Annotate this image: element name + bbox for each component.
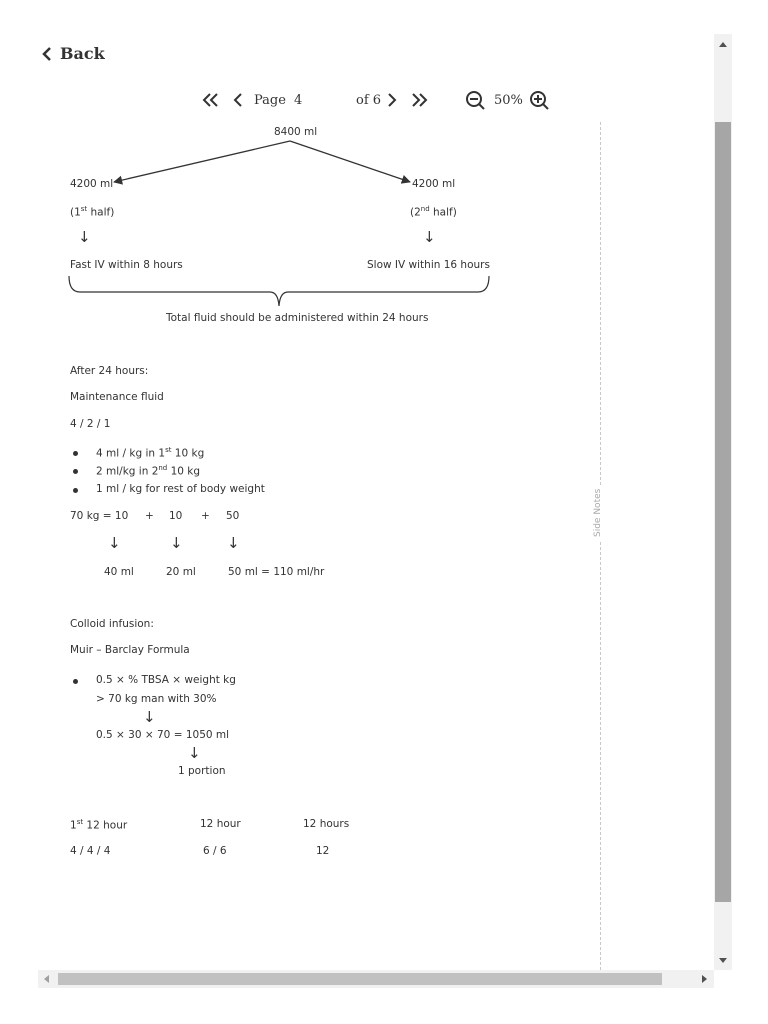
right-amount: 4200 ml (412, 178, 456, 190)
page-label: Page (254, 93, 286, 108)
schedule-col2: 12 hour (200, 818, 241, 830)
formula-bullet: 0.5 × % TBSA × weight kg (96, 674, 236, 686)
triangle-up-icon (719, 42, 727, 47)
bullet-item: 1 ml / kg for rest of body weight (96, 483, 265, 495)
down-arrow-icon: ↓ (143, 708, 156, 726)
equation-term: 50 (226, 510, 240, 522)
left-rate: Fast IV within 8 hours (70, 259, 183, 271)
schedule-row1: 4 / 4 / 4 (70, 845, 111, 857)
equation-plus: + (201, 510, 210, 522)
bullet-item: 2 ml/kg in 2nd 10 kg (96, 464, 201, 478)
brace-caption: Total fluid should be administered within 24 hours (166, 312, 429, 324)
right-half: (2nd half) (410, 205, 457, 219)
triangle-left-icon (44, 975, 49, 983)
vertical-scrollbar-thumb[interactable] (715, 122, 731, 902)
page-count: of 6 (356, 93, 382, 108)
back-label: Back (60, 44, 105, 63)
equation-lhs: 70 kg = 10 (70, 510, 129, 522)
maintenance-heading: After 24 hours: (70, 365, 149, 377)
triangle-right-icon (702, 975, 707, 983)
split-arrows-diagram (0, 0, 600, 340)
bullet (73, 488, 78, 493)
formula-example: > 70 kg man with 30% (96, 693, 217, 705)
bullet (73, 451, 78, 456)
result: 40 ml (104, 566, 134, 578)
schedule-col1: 1st 12 hour (70, 818, 128, 832)
scroll-up-button[interactable] (714, 36, 732, 52)
formula-portion: 1 portion (178, 765, 226, 777)
equation-term: 10 (169, 510, 183, 522)
left-amount: 4200 ml (70, 178, 114, 190)
bullet (73, 679, 78, 684)
left-half: (1st half) (70, 205, 115, 219)
schedule-col3: 12 hours (303, 818, 350, 830)
total-volume: 8400 ml (274, 126, 318, 138)
down-arrow-icon: ↓ (423, 228, 436, 246)
zoom-level: 50% (494, 93, 523, 108)
scroll-down-button[interactable] (714, 952, 732, 968)
down-arrow-icon: ↓ (227, 534, 240, 552)
down-arrow-icon: ↓ (78, 228, 91, 246)
side-notes-label[interactable]: Side Notes (593, 486, 603, 540)
triangle-down-icon (719, 958, 727, 963)
right-rate: Slow IV within 16 hours (367, 259, 490, 271)
scroll-right-button[interactable] (696, 971, 712, 987)
schedule-row2: 6 / 6 (203, 845, 227, 857)
scroll-left-button[interactable] (38, 971, 54, 987)
equation-plus: + (145, 510, 154, 522)
formula-name: Muir – Barclay Formula (70, 644, 190, 656)
down-arrow-icon: ↓ (188, 744, 201, 762)
result: 50 ml = 110 ml/hr (228, 566, 325, 578)
down-arrow-icon: ↓ (170, 534, 183, 552)
page-number-input[interactable]: 4 (294, 93, 303, 108)
side-notes-divider[interactable] (600, 122, 601, 970)
maintenance-subheading: Maintenance fluid (70, 391, 164, 403)
result: 20 ml (166, 566, 196, 578)
down-arrow-icon: ↓ (108, 534, 121, 552)
horizontal-scrollbar-thumb[interactable] (58, 973, 662, 985)
maintenance-rule: 4 / 2 / 1 (70, 418, 111, 430)
bullet (73, 469, 78, 474)
bullet-item: 4 ml / kg in 1st 10 kg (96, 446, 205, 460)
schedule-row3: 12 (316, 845, 330, 857)
colloid-heading: Colloid infusion: (70, 618, 154, 630)
formula-calc: 0.5 × 30 × 70 = 1050 ml (96, 729, 230, 741)
